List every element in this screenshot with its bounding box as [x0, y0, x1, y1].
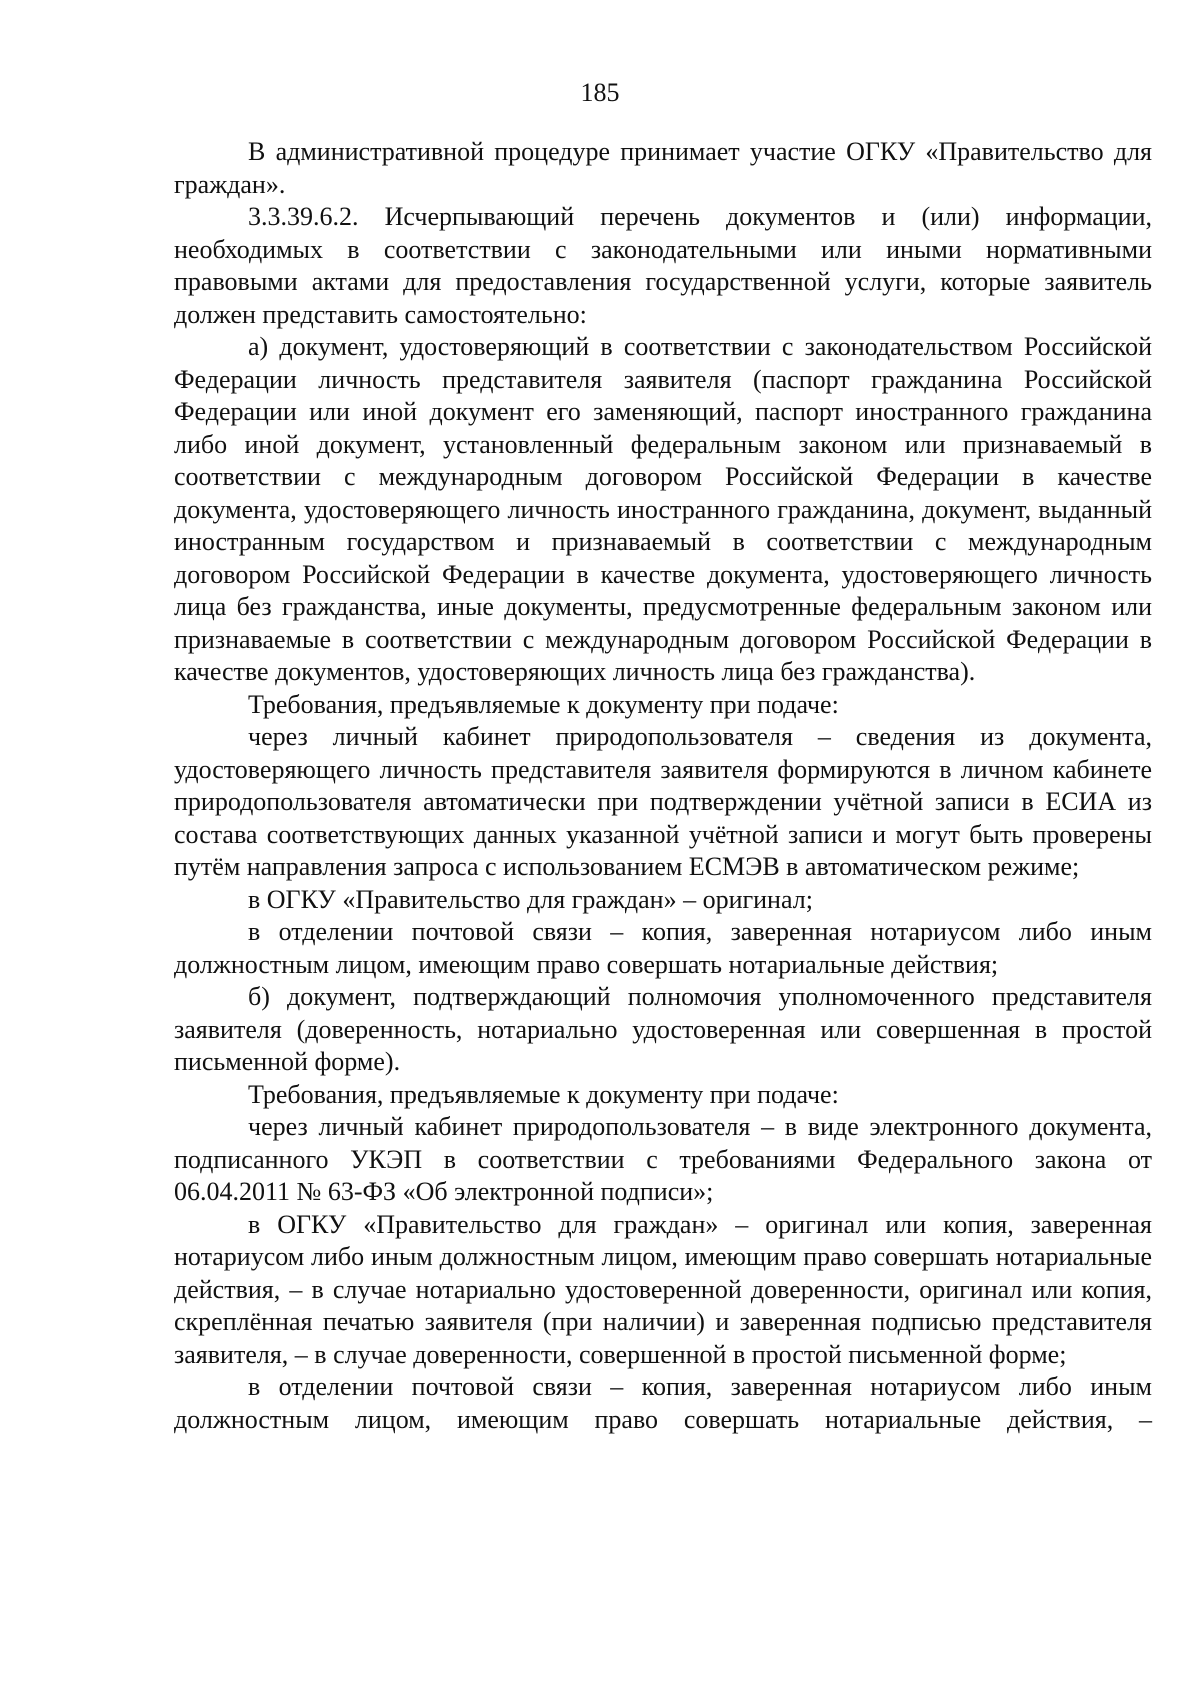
- paragraph-ogku-original-or-copy: в ОГКУ «Правительство для граждан» – оригинал или копия, заверенная нотариусом либо иным должностным лицом, имеющим право совершать нотариальные действия, – в случае нотариально удостоверенной доверенности, оригинал или копия, скреплённая печатью заявителя (при наличии) и заверенная подписью представителя заявителя, – в случае доверенности, совершенной в простой письменной форме;: [174, 1209, 1152, 1369]
- page-number: 185: [580, 78, 620, 107]
- document-body: [174, 136, 1152, 1436]
- paragraph-identity-document: а) документ, удостоверяющий в соответствии с законодательством Российской Федерации личность представителя заявителя (паспорт гражданина Российской Федерации или иной документ его заменяющий, паспорт иностранного гражданина либо иной документ, установленный федеральным законом или признаваемый в соответствии с международным договором Российской Федерации в качестве документа, удостоверяющего личность иностранного гражданина, документ, выданный иностранным государством и признаваемый в соответствии с международным договором Российской Федерации в качестве документа, удостоверяющего личность лица без гражданства, иные документы, предусмотренные федеральным законом или признаваемые в соответствии с международным договором Российской Федерации в качестве документов, удостоверяющих личность лица без гражданства).: [174, 332, 1152, 686]
- paragraph-personal-cabinet-signature: через личный кабинет природопользователя – в виде электронного документа, подписанного УКЭП в соответствии с требованиями Федерального закона от 06.04.2011 № 63-ФЗ «Об электронной подписи»;: [174, 1112, 1152, 1206]
- paragraph-post-office-copy: в отделении почтовой связи – копия, заверенная нотариусом либо иным должностным лицом, имеющим право совершать нотариальные действия;: [174, 917, 1152, 979]
- paragraph-procedure-participant: В административной процедуре принимает участие ОГКУ «Правительство для граждан».: [174, 137, 1152, 199]
- paragraph-requirements-heading-2: Требования, предъявляемые к документу при подаче:: [248, 1079, 839, 1109]
- paragraph-ogku-original: в ОГКУ «Правительство для граждан» – оригинал;: [248, 884, 813, 914]
- paragraph-requirements-heading: Требования, предъявляемые к документу при подаче:: [248, 689, 839, 719]
- paragraph-authority-document: б) документ, подтверждающий полномочия уполномоченного представителя заявителя (доверенность, нотариально удостоверенная или совершенная в простой письменной форме).: [174, 982, 1152, 1076]
- paragraph-post-office-copy-continued: в отделении почтовой связи – копия, заверенная нотариусом либо иным должностным лицом, имеющим право совершать нотариальные действия, –: [174, 1372, 1152, 1434]
- paragraph-documents-list-heading: 3.3.39.6.2. Исчерпывающий перечень документов и (или) информации, необходимых в соответствии с законодательными или иными нормативными правовыми актами для предоставления государственной услуги, которые заявитель должен представить самостоятельно:: [174, 202, 1152, 329]
- paragraph-personal-cabinet-identity: через личный кабинет природопользователя – сведения из документа, удостоверяющего личность представителя заявителя формируются в личном кабинете природопользователя автоматически при подтверждении учётной записи в ЕСИА из состава соответствующих данных указанной учётной записи и могут быть проверены путём направления запроса с использованием ЕСМЭВ в автоматическом режиме;: [174, 722, 1152, 881]
